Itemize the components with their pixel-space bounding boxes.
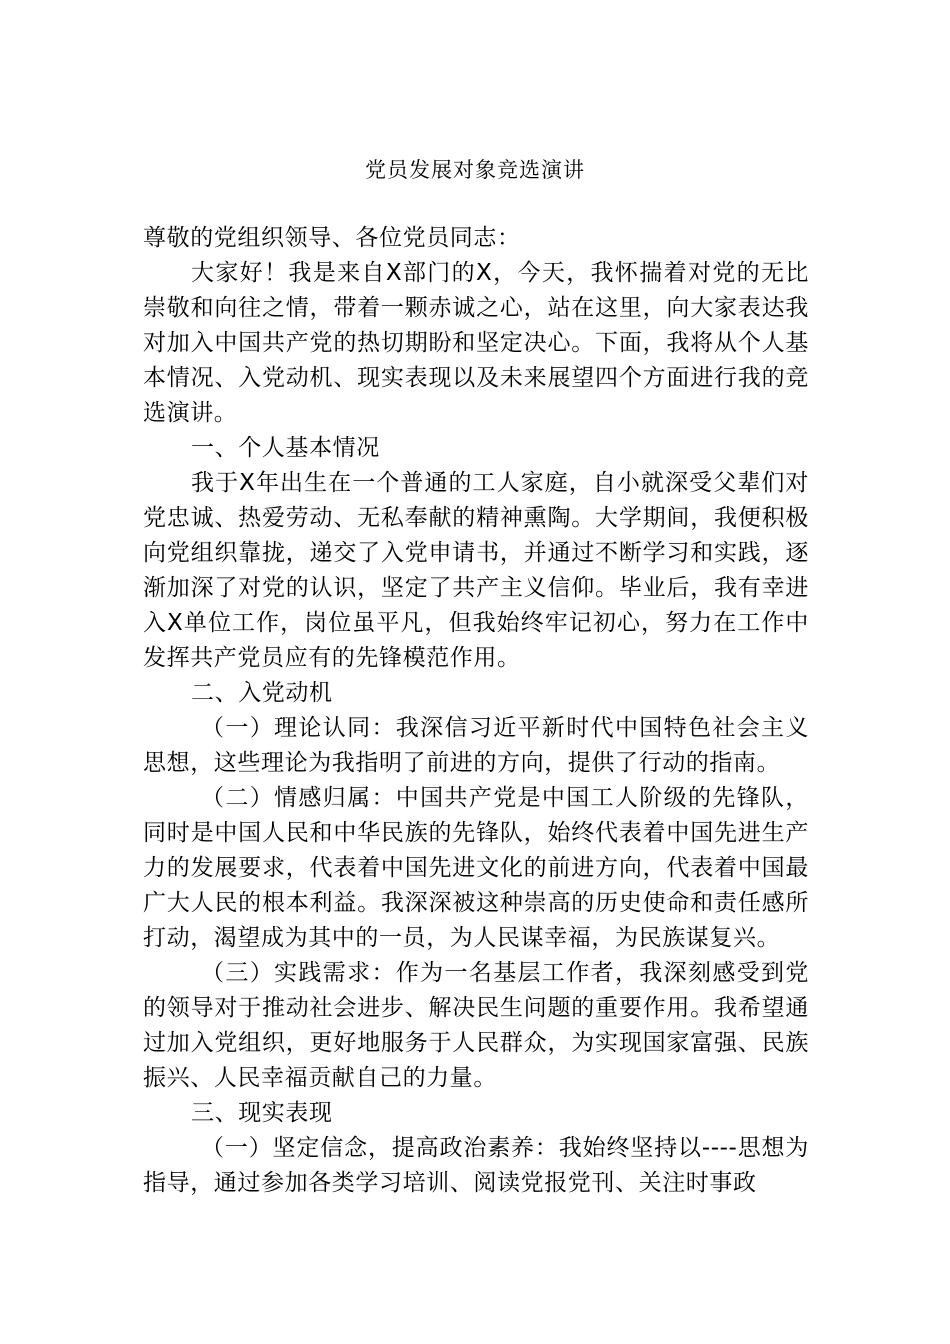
motivation-item-emotion: （二）情感归属：中国共产党是中国工人阶级的先锋队，同时是中国人民和中华民族的先锋队，始终代表着中国先进生产力的发展要求，代表着中国先进文化的前进方向，代表着中国最广大人民的根本利益。我深深被这种崇高的历史使命和责任感所打动，渴望成为其中的一员，为人民谋幸福，为民族谋复兴。 [143,785,809,951]
section-heading-personal-info: 一、个人基本情况 [191,435,380,461]
intro-paragraph: 大家好！我是来自X部门的X，今天，我怀揣着对党的无比崇敬和向往之情，带着一颗赤诚之心，站在这里，向大家表达我对加入中国共产党的热切期盼和坚定决心。下面，我将从个人基本情况、入党动机、现实表现以及未来展望四个方面进行我的竞选演讲。 [143,260,809,426]
performance-item-belief: （一）坚定信念，提高政治素养：我始终坚持以----思想为指导，通过参加各类学习培训、阅读党报党刊、关注时事政 [143,1135,809,1196]
motivation-item-theory: （一）理论认同：我深信习近平新时代中国特色社会主义思想，这些理论为我指明了前进的方向，提供了行动的指南。 [143,715,809,776]
document-title: 党员发展对象竞选演讲 [365,158,585,182]
section-heading-performance: 三、现实表现 [191,1100,333,1126]
personal-info-paragraph: 我于X年出生在一个普通的工人家庭，自小就深受父辈们对党忠诚、热爱劳动、无私奉献的精神熏陶。大学期间，我便积极向党组织靠拢，递交了入党申请书，并通过不断学习和实践，逐渐加深了对党的认识，坚定了共产主义信仰。毕业后，我有幸进入X单位工作，岗位虽平凡，但我始终牢记初心，努力在工作中发挥共产党员应有的先锋模范作用。 [143,470,809,671]
motivation-item-practice: （三）实践需求：作为一名基层工作者，我深刻感受到党的领导对于推动社会进步、解决民生问题的重要作用。我希望通过加入党组织，更好地服务于人民群众，为实现国家富强、民族振兴、人民幸福贡献自己的力量。 [143,960,809,1091]
document-body [143,221,809,1201]
salutation: 尊敬的党组织领导、各位党员同志： [143,225,521,251]
section-heading-motivation: 二、入党动机 [191,680,333,706]
